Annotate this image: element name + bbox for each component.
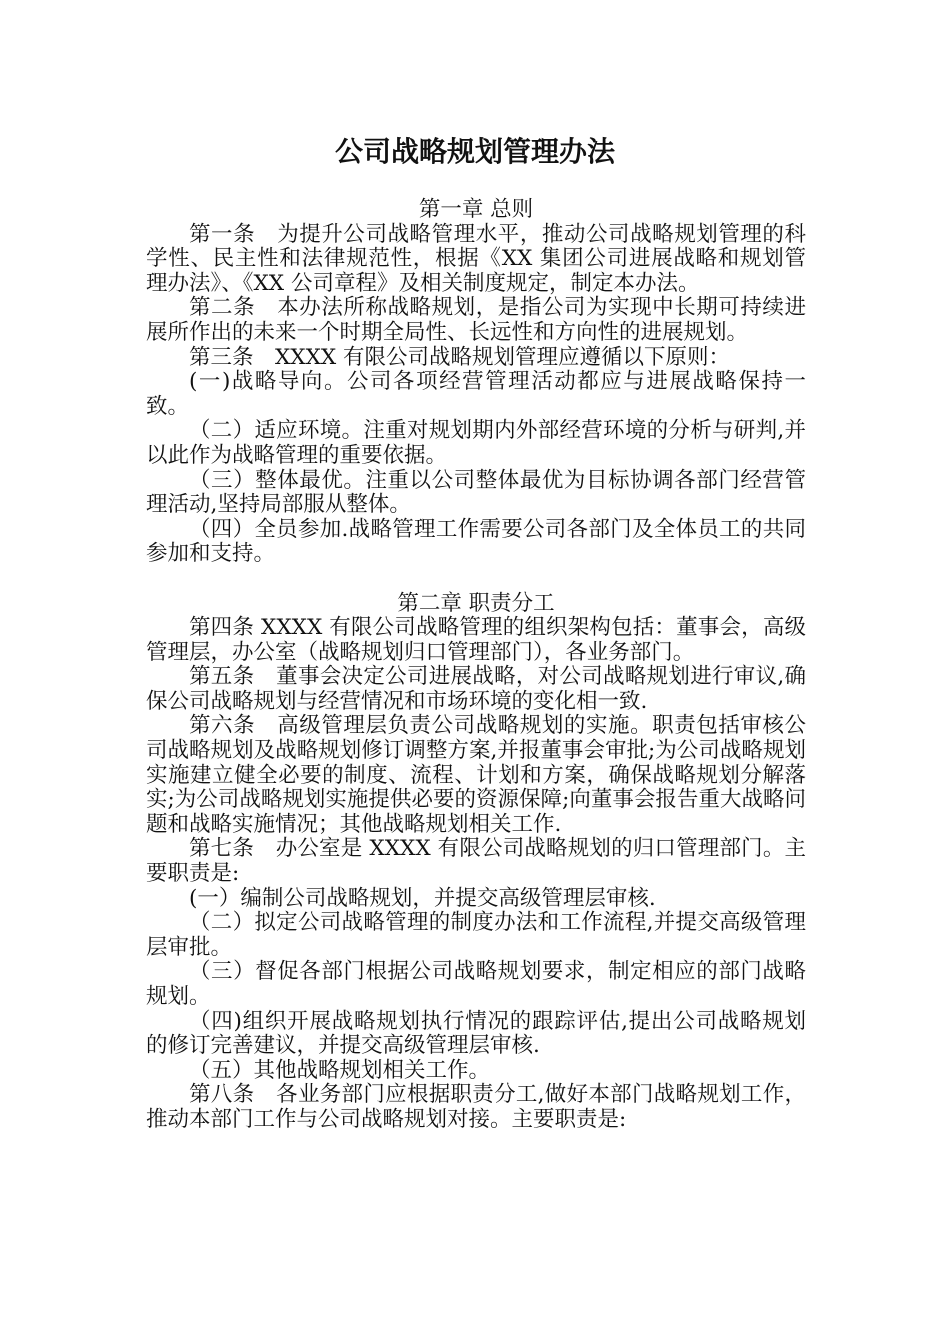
article-3-item-3: （三）整体最优。注重以公司整体最优为目标协调各部门经营管理活动,坚持局部服从整体。 xyxy=(146,467,806,518)
chapter-heading-2: 第二章 职责分工 xyxy=(397,590,555,616)
article-3-item-2: （二）适应环境。注重对规划期内外部经营环境的分析与研判,并以此作为战略管理的重要依据。 xyxy=(146,418,806,468)
article-6: 第六条 高级管理层负责公司战略规划的实施。职责包括审核公司战略规划及战略规划修订调整方案,并报董事会审批;为公司战略规划实施建立健全必要的制度、流程、计划和方案，确保战略规划分解落实;为公司战略规划实施提供必要的资源保障;向董事会报告重大战略问题和战略实施情况；其他战略规划相关工作. xyxy=(146,713,806,837)
document-title: 公司战略规划管理办法 xyxy=(334,135,615,168)
paragraph-spacer xyxy=(146,567,806,592)
article-7-item-2: （二）拟定公司战略管理的制度办法和工作流程,并提交高级管理层审批。 xyxy=(146,910,806,960)
article-8: 第八条 各业务部门应根据职责分工,做好本部门战略规划工作，推动本部门工作与公司战略规划对接。主要职责是: xyxy=(146,1082,806,1132)
article-7-item-1: (一）编制公司战略规划，并提交高级管理层审核. xyxy=(189,885,656,911)
article-7: 第七条 办公室是 XXXX 有限公司战略规划的归口管理部门。主要职责是: xyxy=(146,836,806,887)
article-7-item-3: （三）督促各部门根据公司战略规划要求，制定相应的部门战略规划。 xyxy=(146,959,806,1009)
article-7-item-5: （五）其他战略规划相关工作。 xyxy=(189,1057,491,1083)
article-5: 第五条 董事会决定公司进展战略，对公司战略规划进行审议,确保公司战略规划与经营情况和市场环境的变化相一致. xyxy=(146,664,806,714)
chapter-heading-1: 第一章 总则 xyxy=(418,197,534,222)
article-3-item-1: (一)战略导向。公司各项经营管理活动都应与进展战略保持一致。 xyxy=(146,369,806,419)
article-3-item-4: （四）全员参加.战略管理工作需要公司各部门及全体员工的共同参加和支持。 xyxy=(146,516,806,567)
article-4: 第四条 XXXX 有限公司战略管理的组织架构包括：董事会，高级管理层，办公室（战略规划归口管理部门），各业务部门。 xyxy=(146,615,806,665)
article-2: 第二条 本办法所称战略规划，是指公司为实现中长期可持续进展所作出的未来一个时期全局性、长远性和方向性的进展规划。 xyxy=(146,295,806,345)
article-3: 第三条 XXXX 有限公司战略规划管理应遵循以下原则： xyxy=(189,344,731,370)
document-body xyxy=(146,198,806,1133)
article-7-item-4: （四)组织开展战略规划执行情况的跟踪评估,提出公司战略规划的修订完善建议，并提交高级管理层审核. xyxy=(146,1008,806,1059)
article-1: 第一条 为提升公司战略管理水平，推动公司战略规划管理的科学性、民主性和法律规范性，根据《XX 集团公司进展战略和规划管理办法》、《XX 公司章程》及相关制度规定，制定本办法。 xyxy=(146,221,806,296)
